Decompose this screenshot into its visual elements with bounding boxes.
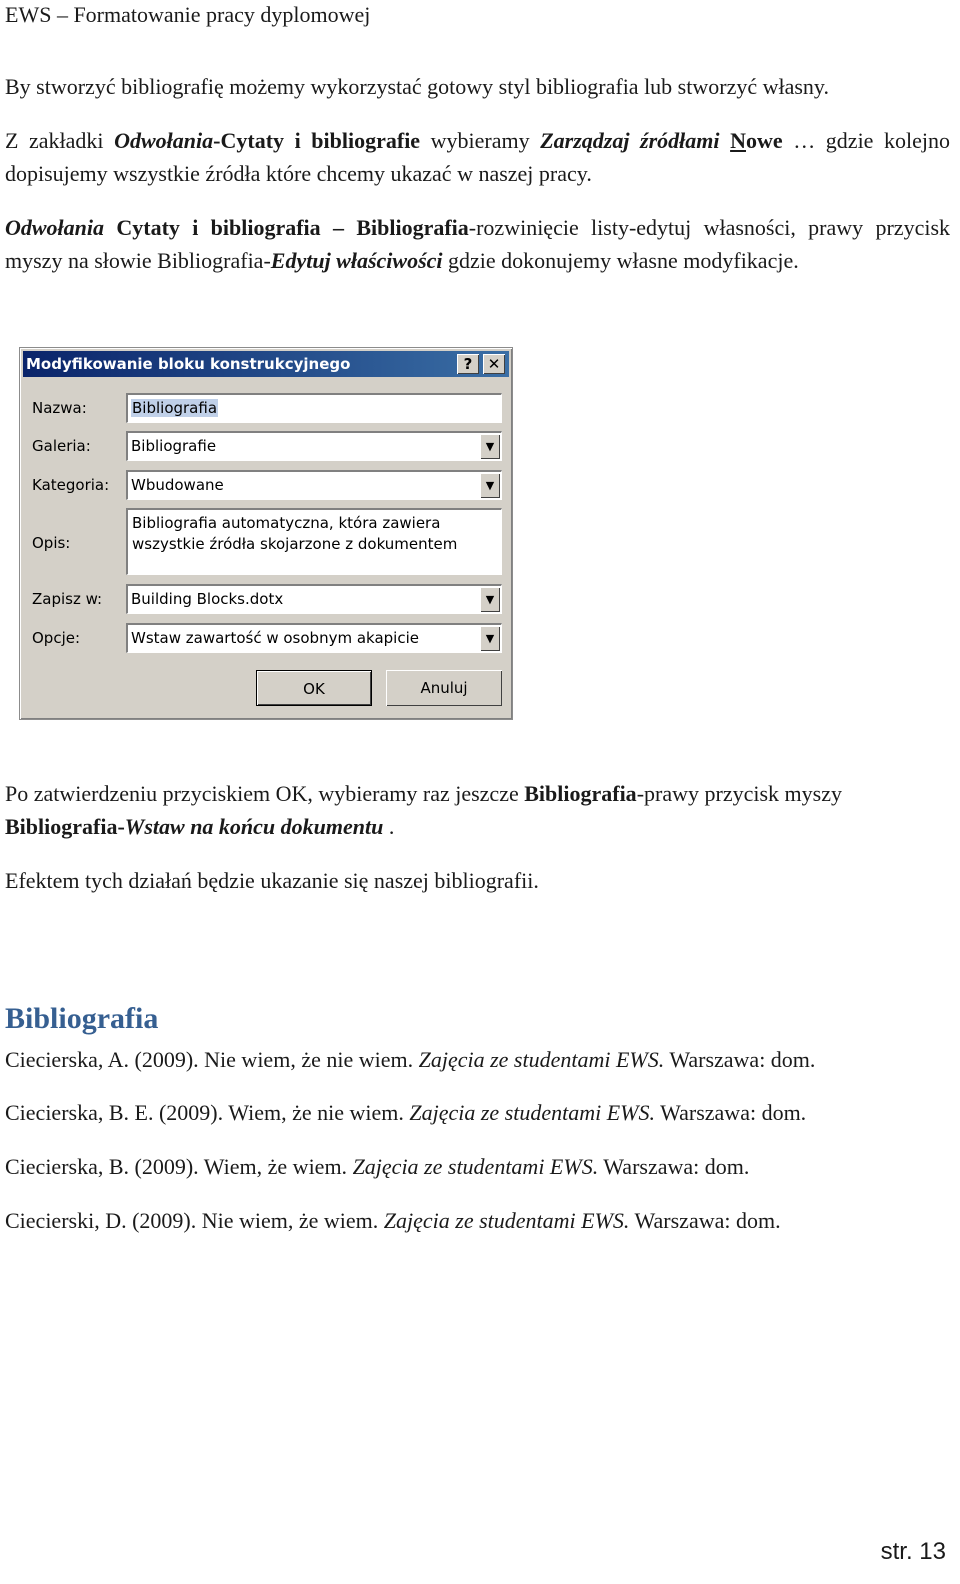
label-opcje: Opcje: — [32, 629, 81, 647]
modify-building-block-dialog — [19, 347, 513, 720]
opcje-select[interactable]: Wstaw zawartość w osobnym akapicie ▼ — [126, 623, 502, 653]
close-icon[interactable]: ✕ — [483, 354, 505, 374]
nazwa-input[interactable]: Bibliografia — [126, 393, 502, 423]
bibliography-entry: Ciecierska, A. (2009). Nie wiem, że nie wiem. Zajęcia ze studentami EWS. Warszawa: dom. — [5, 1047, 816, 1072]
dialog-titlebar — [23, 351, 509, 377]
chevron-down-icon[interactable]: ▼ — [480, 587, 500, 612]
cancel-button[interactable]: Anuluj — [386, 670, 502, 706]
kategoria-select[interactable]: Wbudowane ▼ — [126, 470, 502, 500]
intro-paragraph-1: By stworzyć bibliografię możemy wykorzystać gotowy styl bibliografia lub stworzyć własny. — [5, 74, 830, 99]
label-galeria: Galeria: — [32, 437, 91, 455]
opis-textarea[interactable]: Bibliografia automatyczna, która zawiera wszystkie źródła skojarzone z dokumentem — [126, 508, 502, 575]
bibliography-entry: Ciecierska, B. (2009). Wiem, że wiem. Zajęcia ze studentami EWS. Warszawa: dom. — [5, 1154, 750, 1179]
galeria-select[interactable]: Bibliografie ▼ — [126, 431, 502, 461]
intro-paragraph-2: Z zakładki Odwołania-Cytaty i bibliografie wybieramy Zarządzaj źródłami Nowe … gdzie kolejno dopisujemy wszystkie źródła które chcemy ukazać w naszej pracy. — [5, 128, 951, 186]
dialog-title: Modyfikowanie bloku konstrukcyjnego — [26, 355, 351, 373]
chevron-down-icon[interactable]: ▼ — [480, 473, 500, 498]
page-number: str. 13 — [880, 1538, 946, 1565]
help-icon[interactable]: ? — [457, 354, 479, 374]
bibliography-heading: Bibliografia — [5, 1002, 159, 1035]
after-paragraph-2: Efektem tych działań będzie ukazanie się naszej bibliografii. — [5, 868, 539, 893]
label-zapisz: Zapisz w: — [32, 590, 103, 608]
intro-paragraph-3: Odwołania Cytaty i bibliografia – Bibliografia-rozwinięcie listy-edytuj własności, prawy przycisk myszy na słowie Bibliografia-Edytuj właściwości gdzie dokonujemy własne modyfikacje. — [5, 215, 951, 273]
label-nazwa: Nazwa: — [32, 399, 87, 417]
chevron-down-icon[interactable]: ▼ — [480, 626, 500, 651]
chevron-down-icon[interactable]: ▼ — [480, 434, 500, 459]
zapisz-select[interactable]: Building Blocks.dotx ▼ — [126, 584, 502, 614]
after-paragraph-1: Po zatwierdzeniu przyciskiem OK, wybieramy raz jeszcze Bibliografia-prawy przycisk myszy Bibliografia-Wstaw na końcu dokumentu . — [5, 781, 842, 839]
page-header: EWS – Formatowanie pracy dyplomowej — [5, 2, 371, 27]
bibliography-entry: Ciecierska, B. E. (2009). Wiem, że nie wiem. Zajęcia ze studentami EWS. Warszawa: dom. — [5, 1100, 807, 1125]
ok-button[interactable]: OK — [256, 670, 372, 706]
bibliography-entry: Ciecierski, D. (2009). Nie wiem, że wiem. Zajęcia ze studentami EWS. Warszawa: dom. — [5, 1208, 781, 1233]
label-kategoria: Kategoria: — [32, 476, 110, 494]
label-opis: Opis: — [32, 534, 71, 552]
